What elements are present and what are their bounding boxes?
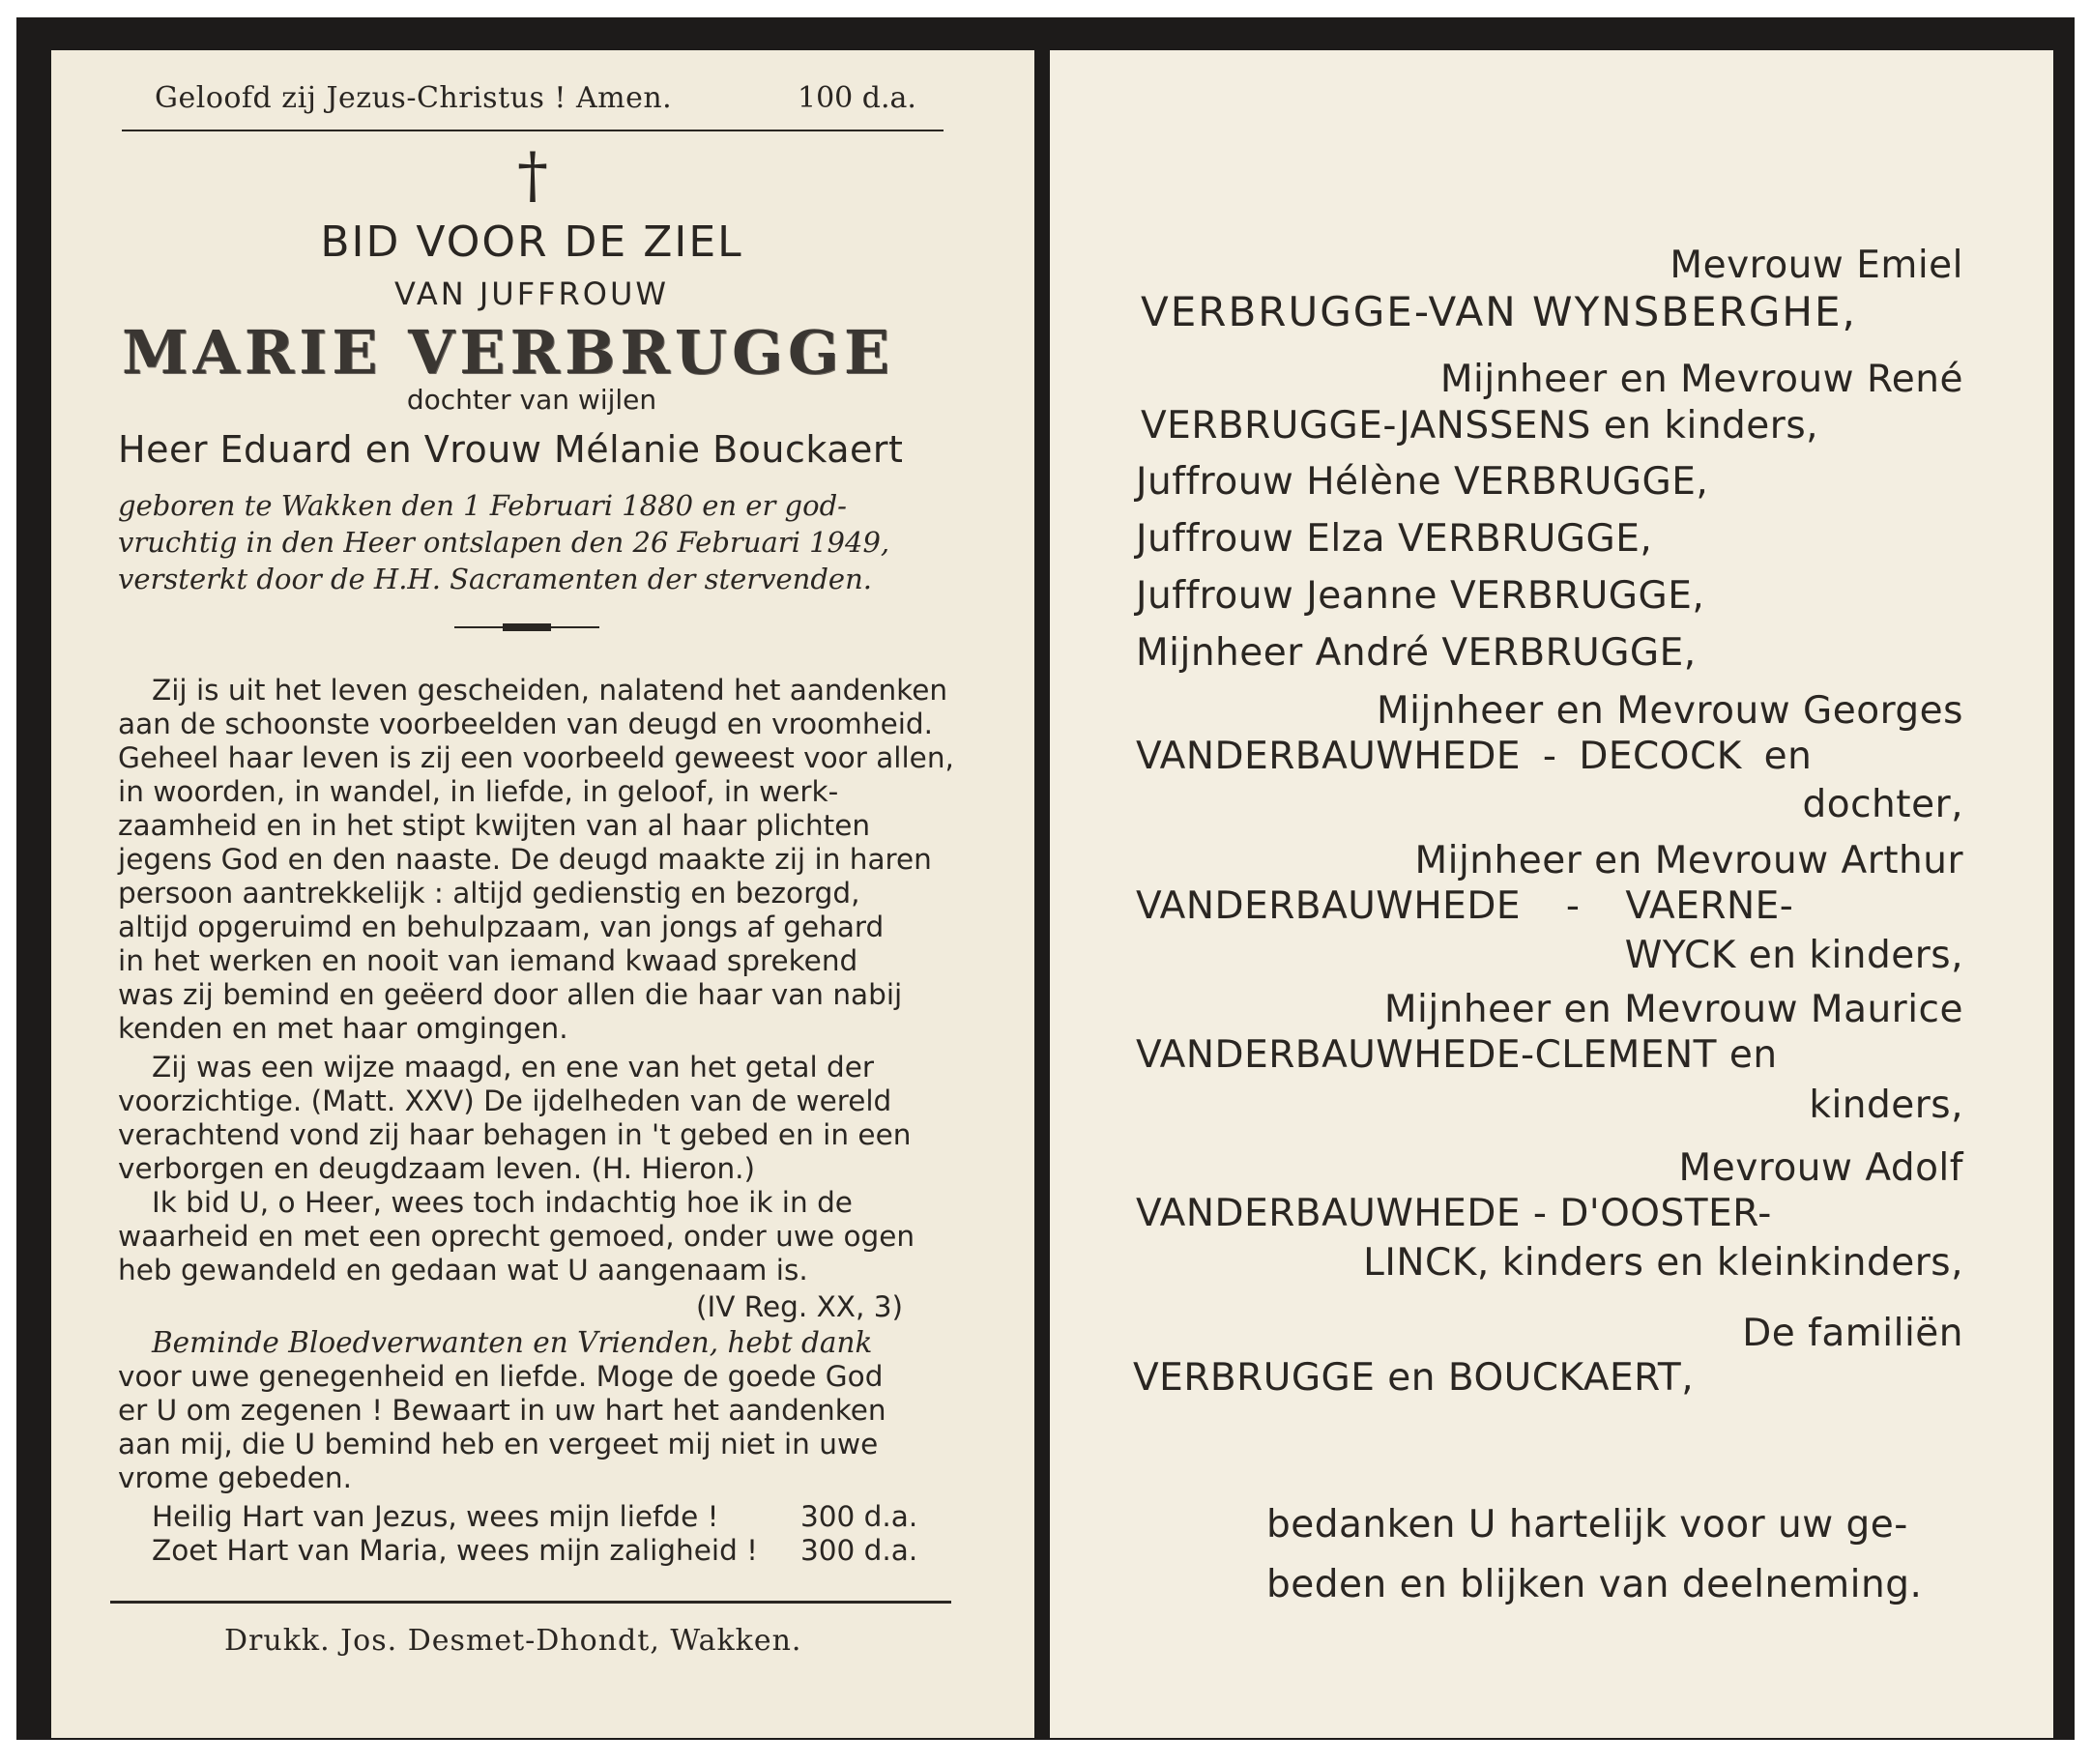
parents-names: Heer Eduard en Vrouw Mélanie Bouckaert: [118, 428, 904, 471]
deceased-name: MARIE VERBRUGGE: [122, 317, 895, 388]
divider-ornament: [454, 623, 599, 631]
body-line: zaamheid en in het stipt kwijten van al haar plichten: [118, 809, 871, 842]
body-line: voor uwe genegenheid en liefde. Moge de goede God: [118, 1360, 884, 1393]
relative-line: WYCK en kinders,: [1624, 934, 1963, 977]
prayer-title: BID VOOR DE ZIEL: [320, 217, 743, 267]
birth-line: geboren te Wakken den 1 Februari 1880 en er god-: [118, 489, 847, 522]
relative-line: VANDERBAUWHEDE - D'OOSTER-: [1136, 1192, 1772, 1235]
header-text: Geloofd zij Jezus-Christus ! Amen.: [155, 81, 673, 115]
relative-line: VERBRUGGE en BOUCKAERT,: [1133, 1356, 1695, 1400]
relative-line: Juffrouw Hélène VERBRUGGE,: [1136, 460, 1709, 504]
body-line: persoon aantrekkelijk : altijd gedienstig en bezorgd,: [118, 877, 860, 910]
relative-line: Juffrouw Jeanne VERBRUGGE,: [1136, 574, 1705, 618]
body-line: Ik bid U, o Heer, wees toch indachtig hoe ik in de: [152, 1186, 853, 1219]
prayer-line: Zoet Hart van Maria, wees mijn zaligheid !: [152, 1534, 759, 1567]
body-line: altijd opgeruimd en behulpzaam, van jongs af gehard: [118, 911, 885, 943]
body-line: Zij was een wijze maagd, en ene van het getal der: [152, 1051, 875, 1084]
relative-line: VERBRUGGE-VAN WYNSBERGHE,: [1141, 288, 1857, 335]
body-line: verborgen en deugdzaam leven. (H. Hieron.): [118, 1152, 756, 1185]
body-line: kenden en met haar omgingen.: [118, 1012, 568, 1045]
body-line: er U om zegenen ! Bewaart in uw hart het aandenken: [118, 1394, 886, 1427]
body-line: vrome gebeden.: [118, 1461, 352, 1494]
body-line: in het werken en nooit van iemand kwaad sprekend: [118, 944, 858, 977]
header-rule: [122, 130, 944, 131]
relative-line: Mijnheer André VERBRUGGE,: [1136, 631, 1697, 675]
body-line: was zij bemind en geëerd door allen die haar van nabij: [118, 978, 903, 1011]
body-line: heb gewandeld en gedaan wat U aangenaam is.: [118, 1254, 808, 1287]
daughter-of-label: dochter van wijlen: [406, 384, 657, 416]
relative-line: VERBRUGGE-JANSSENS en kinders,: [1141, 404, 1819, 448]
relative-line: kinders,: [1809, 1084, 1963, 1127]
printer-credit: Drukk. Jos. Desmet-Dhondt, Wakken.: [224, 1624, 802, 1658]
relative-line: Mevrouw Emiel: [1670, 244, 1963, 287]
prayer-line: Heilig Hart van Jezus, wees mijn liefde !: [152, 1500, 719, 1533]
body-line: waarheid en met een oprecht gemoed, onder uwe ogen: [118, 1220, 915, 1253]
relative-line: Mevrouw Adolf: [1678, 1146, 1963, 1190]
cross-icon: †: [517, 140, 548, 212]
body-line: Zij is uit het leven gescheiden, nalatend het aandenken: [152, 674, 948, 707]
footer-rule: [110, 1601, 951, 1604]
body-line: aan mij, die U bemind heb en vergeet mij niet in uwe: [118, 1428, 879, 1460]
body-line: voorzichtige. (Matt. XXV) De ijdelheden van de wereld: [118, 1084, 892, 1117]
body-line: jegens God en den naaste. De deugd maakte zij in haren: [118, 843, 932, 876]
relative-line: Juffrouw Elza VERBRUGGE,: [1136, 517, 1653, 561]
body-line: aan de schoonste voorbeelden van deugd en vroomheid.: [118, 708, 934, 740]
relative-line: VANDERBAUWHEDE - VAERNE-: [1136, 884, 1794, 928]
relative-line: Mijnheer en Mevrouw Arthur: [1414, 839, 1963, 882]
prayer-indulgence: 300 d.a.: [800, 1500, 918, 1533]
body-line: verachtend vond zij haar behagen in 't gebed en in een: [118, 1118, 912, 1151]
relative-line: De familiën: [1742, 1312, 1963, 1355]
relative-line: LINCK, kinders en kleinkinders,: [1363, 1241, 1963, 1285]
relative-line: VANDERBAUWHEDE-CLEMENT en: [1136, 1033, 1778, 1077]
birth-line: vruchtig in den Heer ontslapen den 26 Februari 1949,: [118, 526, 890, 559]
relative-line: Mijnheer en Mevrouw Georges: [1376, 689, 1963, 733]
thanks-line: bedanken U hartelijk voor uw ge-: [1266, 1503, 1908, 1547]
scripture-reference: (IV Reg. XX, 3): [696, 1290, 904, 1323]
birth-line: versterkt door de H.H. Sacramenten der stervenden.: [118, 563, 872, 595]
prayer-title-sub: VAN JUFFROUW: [394, 275, 669, 312]
thanks-line: beden en blijken van deelneming.: [1266, 1563, 1923, 1606]
relative-line: VANDERBAUWHEDE - DECOCK en: [1136, 735, 1813, 778]
body-line: Geheel haar leven is zij een voorbeeld geweest voor allen,: [118, 741, 954, 774]
relative-line: Mijnheer en Mevrouw Maurice: [1383, 988, 1963, 1031]
header-indulgence: 100 d.a.: [798, 81, 916, 115]
prayer-indulgence: 300 d.a.: [800, 1534, 918, 1567]
body-line: in woorden, in wandel, in liefde, in geloof, in werk-: [118, 775, 839, 808]
body-line: Beminde Bloedverwanten en Vrienden, hebt dank: [152, 1326, 873, 1359]
relative-line: dochter,: [1802, 783, 1963, 826]
relative-line: Mijnheer en Mevrouw René: [1439, 358, 1963, 401]
